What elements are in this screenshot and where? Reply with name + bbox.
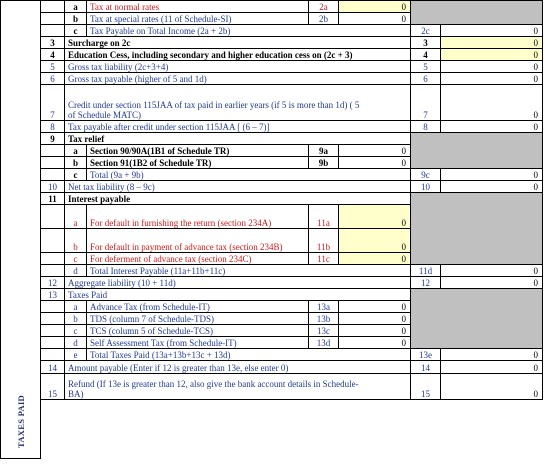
label-net-tax-liability: Net tax liability (8 – 9c) [65,181,411,193]
row-10: 10 Net tax liability (8 – 9c) 10 0 [1,181,543,193]
row-4: 4 Education Cess, including secondary and higher education cess on (2c + 3) 4 0 [1,49,543,61]
label-tax-after-credit: Tax payable after credit under section 115JAA [ (6 – 7)] [65,121,411,133]
taxes-paid-side-label: TAXES PAID [1,1,41,459]
input-11b[interactable]: 0 [339,229,411,253]
row-11: 11 Interest payable [1,193,543,205]
value-10: 0 [441,181,543,193]
row-12: 12 Aggregate liability (10 + 11d) 12 0 [1,277,543,289]
label-tax-relief: Tax relief [65,133,411,145]
label-tax-normal-rates: Tax at normal rates [87,1,309,13]
row-2b: b Tax at special rates (11 of Schedule-SI) 2b 0 [1,13,543,25]
label-tax-special-rates: Tax at special rates (11 of Schedule-SI) [87,13,309,25]
row-13e: e Total Taxes Paid (13a+13b+13c + 13d) 13e 0 [1,349,543,361]
value-11d: 0 [441,265,543,277]
value-9a: 0 [339,145,411,157]
label-total-interest: Total Interest Payable (11a+11b+11c) [87,265,411,277]
value-6: 0 [441,73,543,85]
row-9a: a Section 90/90A(1B1 of Schedule TR) 9a 0 [1,145,543,157]
row-8: 8 Tax payable after credit under section 115JAA [ (6 – 7)] 8 0 [1,121,543,133]
label-tds: TDS (column 7 of Schedule-TDS) [87,313,309,325]
row-13d: d Self Assessment Tax (from Schedule-IT) 13d 0 [1,337,543,349]
row-2a: TAXES PAID a Tax at normal rates 2a 0 [1,1,543,13]
value-13e: 0 [441,349,543,361]
label-surcharge: Surcharge on 2c [65,37,411,49]
input-4[interactable]: 0 [441,49,543,61]
row-5: 5 Gross tax liability (2c+3+4) 5 0 [1,61,543,73]
label-tax-payable-total: Tax Payable on Total Income (2a + 2b) [87,25,411,37]
row-2c: c Tax Payable on Total Income (2a + 2b) 2c 0 [1,25,543,37]
row-7: 7 Credit under section 115JAA of tax paid in earlier years (if 5 is more than 1d) ( 5 of Schedule MATC) 7 0 [1,85,543,121]
row-11d: d Total Interest Payable (11a+11b+11c) 11d 0 [1,265,543,277]
label-amount-payable: Amount payable (Enter if 12 is greater than 13e, else enter 0) [65,361,411,374]
row-13: 13 Taxes Paid [1,289,543,301]
value-7: 0 [441,85,543,121]
label-aggregate-liability: Aggregate liability (10 + 11d) [65,277,411,289]
value-13a: 0 [339,301,411,313]
label-default-advance-tax: For default in payment of advance tax (section 234B) [87,229,309,253]
row-6: 6 Gross tax payable (higher of 5 and 1d) 6 0 [1,73,543,85]
row-11c: c For deferment of advance tax (section 234C) 11c 0 [1,253,543,265]
input-2a[interactable]: 0 [339,1,411,13]
row-15: 15 Refund (If 13e is greater than 12, also give the bank account details in Schedule-BA) 15 0 [1,374,543,400]
row-14: 14 Amount payable (Enter if 12 is greater than 13e, else enter 0) 14 0 [1,361,543,374]
value-2c: 0 [441,25,543,37]
label-gross-tax-liability: Gross tax liability (2c+3+4) [65,61,411,73]
value-15: 0 [441,374,543,400]
label-section-91: Section 91(1B2 of Schedule TR) [87,157,309,169]
row-9b: b Section 91(1B2 of Schedule TR) 9b 0 [1,157,543,169]
label-credit-115jaa: Credit under section 115JAA of tax paid in earlier years (if 5 is more than 1d) ( 5 of Schedule MATC) [65,85,411,121]
label-taxes-paid: Taxes Paid [65,289,411,301]
value-13d: 0 [339,337,411,349]
value-13c: 0 [339,325,411,337]
label-section-90: Section 90/90A(1B1 of Schedule TR) [87,145,309,157]
row-13b: b TDS (column 7 of Schedule-TDS) 13b 0 [1,313,543,325]
label-relief-total: Total (9a + 9b) [87,169,411,181]
value-9b: 0 [339,157,411,169]
label-advance-tax: Advance Tax (from Schedule-IT) [87,301,309,313]
row-11b: b For default in payment of advance tax (section 234B) 11b 0 [1,229,543,253]
label-default-furnishing-return: For default in furnishing the return (section 234A) [87,205,309,229]
row-3: 3 Surcharge on 2c 3 0 [1,37,543,49]
label-self-assessment-tax: Self Assessment Tax (from Schedule-IT) [87,337,309,349]
input-11c[interactable]: 0 [339,253,411,265]
label-total-taxes-paid: Total Taxes Paid (13a+13b+13c + 13d) [87,349,411,361]
label-refund: Refund (If 13e is greater than 12, also give the bank account details in Schedule-BA) [65,374,411,400]
label-interest-payable: Interest payable [65,193,411,205]
value-2b: 0 [339,13,411,25]
value-5: 0 [441,61,543,73]
label-deferment-advance-tax: For deferment of advance tax (section 234C) [87,253,309,265]
row-13c: c TCS (column 5 of Schedule-TCS) 13c 0 [1,325,543,337]
value-12: 0 [441,277,543,289]
value-9c: 0 [441,169,543,181]
label-tcs: TCS (column 5 of Schedule-TCS) [87,325,309,337]
label-gross-tax-payable: Gross tax payable (higher of 5 and 1d) [65,73,411,85]
input-3[interactable]: 0 [441,37,543,49]
row-9c: c Total (9a + 9b) 9c 0 [1,169,543,181]
value-14: 0 [441,361,543,374]
value-13b: 0 [339,313,411,325]
input-11a[interactable]: 0 [339,205,411,229]
row-11a: a For default in furnishing the return (section 234A) 11a 0 [1,205,543,229]
row-13a: a Advance Tax (from Schedule-IT) 13a 0 [1,301,543,313]
label-education-cess: Education Cess, including secondary and higher education cess on (2c + 3) [65,49,411,61]
row-9: 9 Tax relief [1,133,543,145]
value-8: 0 [441,121,543,133]
